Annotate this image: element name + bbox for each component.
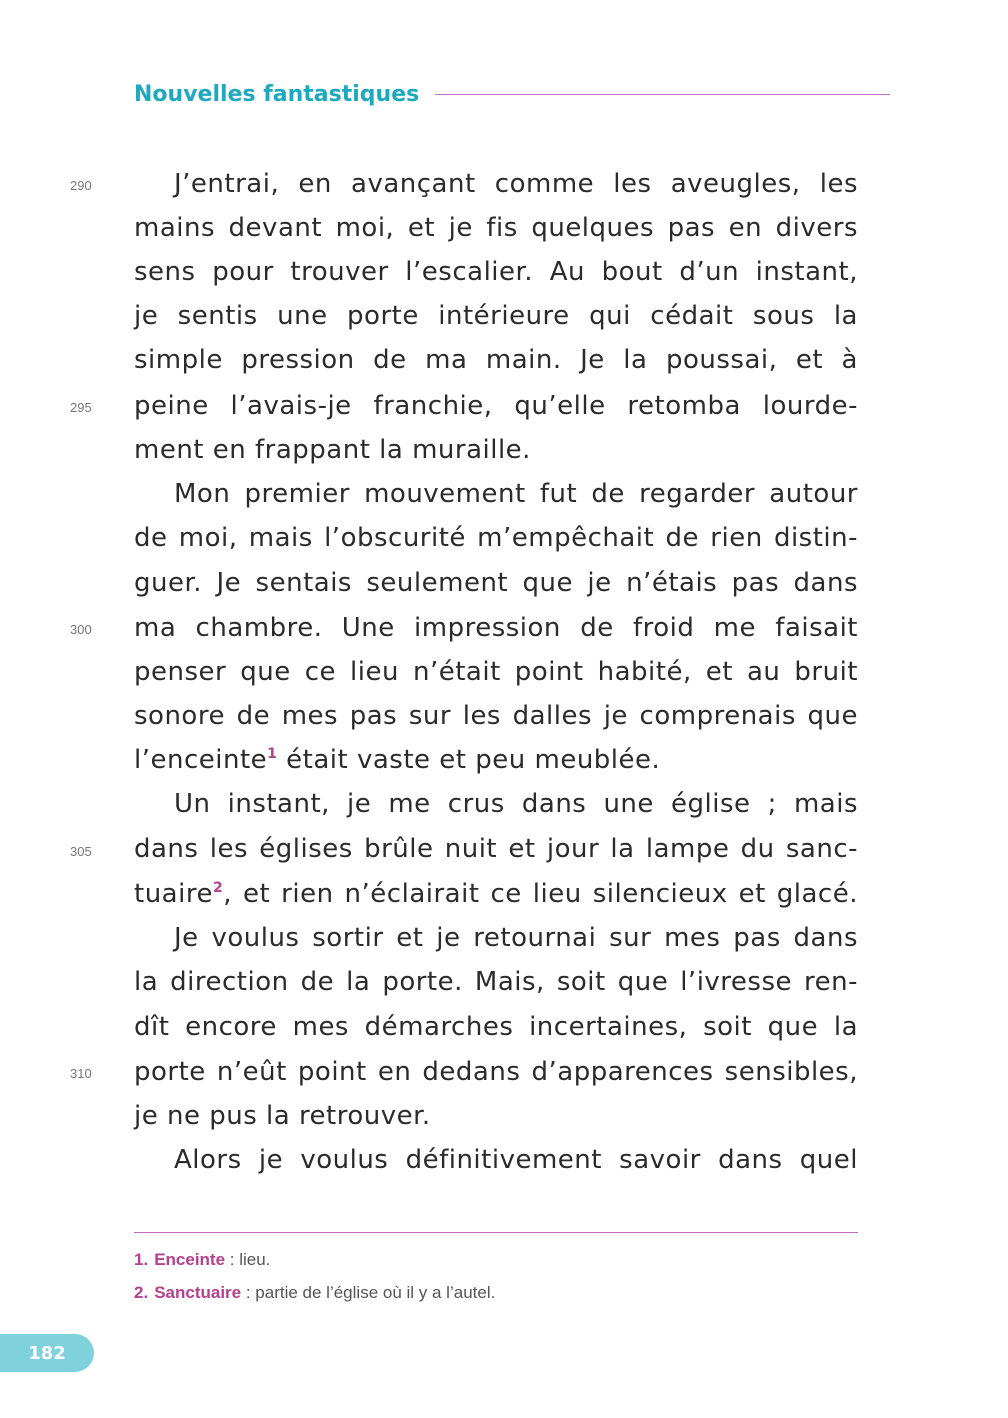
line-number: 295	[70, 400, 92, 415]
footnote-1	[134, 1248, 270, 1272]
footnote-number: 2.	[134, 1283, 149, 1302]
text-line: porte n’eût point en dedans d’apparences sensibles,	[134, 1057, 858, 1087]
text-line: dans les églises brûle nuit et jour la lampe du sanc-	[134, 834, 858, 864]
text-line: peine l’avais-je franchie, qu’elle retomba lourde-	[134, 391, 858, 421]
line-number: 300	[70, 622, 92, 637]
text-line: Un instant, je me crus dans une église ; mais	[174, 789, 858, 819]
footnote-ref-2[interactable]: 2	[212, 880, 224, 896]
text-line: sens pour trouver l’escalier. Au bout d’un instant,	[134, 257, 858, 287]
text-line: dît encore mes démarches incertaines, soit que la	[134, 1012, 858, 1042]
text-fragment: l’enceinte	[134, 745, 268, 775]
text-line	[134, 738, 858, 782]
text-line: sonore de mes pas sur les dalles je comprenais que	[134, 701, 858, 731]
line-number: 305	[70, 844, 92, 859]
text-line: la direction de la porte. Mais, soit que l’ivresse ren-	[134, 967, 858, 997]
line-number: 310	[70, 1066, 92, 1081]
footnote-ref-1[interactable]: 1	[267, 746, 278, 762]
text-line: penser que ce lieu n’était point habité, et au bruit	[134, 657, 858, 687]
footnote-definition: : lieu.	[225, 1250, 271, 1269]
text-line: guer. Je sentais seulement que je n’étais pas dans	[134, 568, 858, 598]
header-rule	[435, 94, 890, 95]
text-line: simple pression de ma main. Je la poussai, et à	[134, 345, 858, 375]
page-number-badge	[0, 1334, 94, 1372]
text-line: ma chambre. Une impression de froid me faisait	[134, 613, 858, 643]
text-line: Je voulus sortir et je retournai sur mes pas dans	[174, 923, 858, 953]
line-number: 290	[70, 178, 92, 193]
footnote-2	[134, 1281, 495, 1305]
footnote-rule	[134, 1232, 858, 1233]
text-fragment: , et rien n’éclairait ce lieu silencieux et glacé.	[223, 879, 858, 909]
text-line: je sentis une porte intérieure qui cédait sous la	[134, 301, 858, 331]
text-line: J’entrai, en avançant comme les aveugles, les	[174, 169, 858, 199]
footnote-number: 1.	[134, 1250, 149, 1269]
text-line: de moi, mais l’obscurité m’empêchait de rien distin-	[134, 523, 858, 553]
text-line: Alors je voulus définitivement savoir dans quel	[174, 1145, 858, 1175]
text-line	[134, 872, 858, 916]
footnote-definition: : partie de l’église où il y a l’autel.	[241, 1283, 496, 1302]
book-title: Nouvelles fantastiques	[134, 81, 420, 107]
page-number: 182	[28, 1342, 66, 1364]
running-header	[134, 78, 890, 110]
text-line: je ne pus la retrouver.	[134, 1101, 431, 1131]
text-line: Mon premier mouvement fut de regarder autour	[174, 479, 858, 509]
footnote-term: Enceinte	[154, 1250, 226, 1269]
text-fragment: était vaste et peu meublée.	[277, 745, 661, 775]
text-line: mains devant moi, et je fis quelques pas en divers	[134, 213, 858, 243]
text-line: ment en frappant la muraille.	[134, 435, 531, 465]
text-fragment: tuaire	[134, 879, 213, 909]
footnote-term: Sanctuaire	[154, 1283, 242, 1302]
